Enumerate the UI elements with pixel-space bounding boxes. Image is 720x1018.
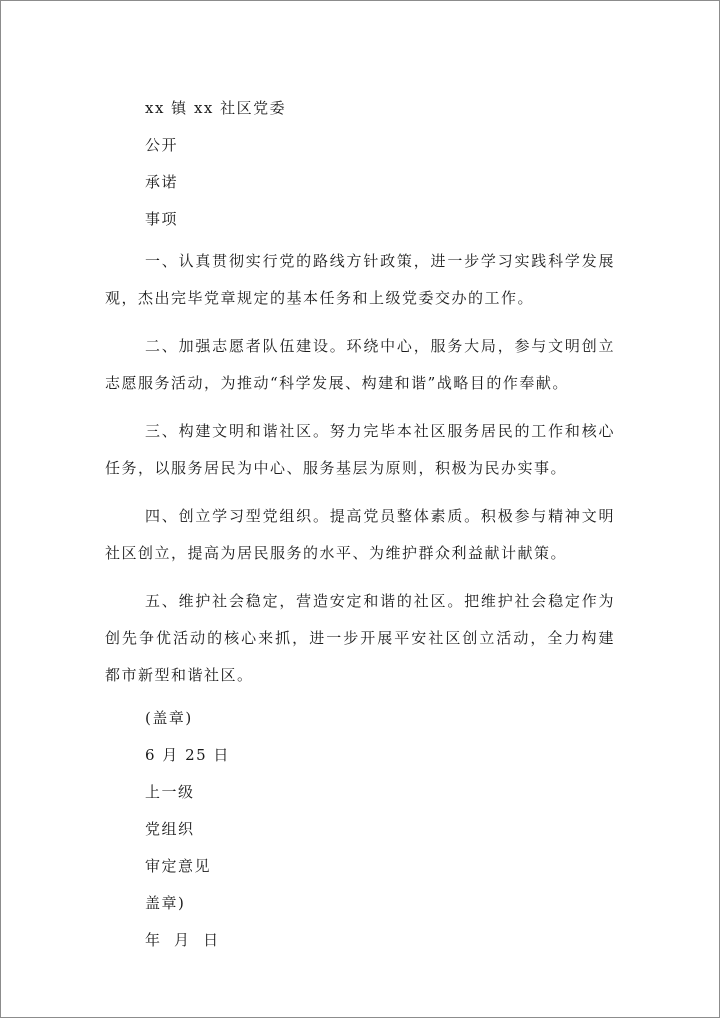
seal-label-2: 盖章) [145,894,186,912]
sign-date: 6 月 25 日 [145,746,230,764]
commitment-item-2: 二、加强志愿者队伍建设。环绕中心，服务大局，参与文明创立志愿服务活动，为推动“科学发展、构建和谐”战略目的作奉献。 [105,337,615,392]
superior-label-2: 党组织 [145,820,195,838]
seal-label: (盖章) [145,709,193,727]
document-body [105,95,615,964]
heading-commitment: 承诺 [145,173,179,191]
review-label: 审定意见 [145,857,212,875]
commitment-item-3: 三、构建文明和谐社区。努力完毕本社区服务居民的工作和核心任务，以服务居民为中心、服务基层为原则，积极为民办实事。 [105,422,615,477]
commitment-item-1: 一、认真贯彻实行党的路线方针政策，进一步学习实践科学发展观，杰出完毕党章规定的基本任务和上级党委交办的工作。 [105,252,615,307]
commitment-item-4: 四、创立学习型党组织。提高党员整体素质。积极参与精神文明社区创立，提高为居民服务的水平、为维护群众利益献计献策。 [105,507,615,562]
org-name: xx 镇 xx 社区党委 [145,99,287,117]
heading-public: 公开 [145,136,179,154]
blank-date: 年 月 日 [145,931,220,949]
heading-items: 事项 [145,210,179,228]
superior-label-1: 上一级 [145,783,195,801]
commitment-item-5: 五、维护社会稳定，营造安定和谐的社区。把维护社会稳定作为创先争优活动的核心来抓，进一步开展平安社区创立活动，全力构建都市新型和谐社区。 [105,592,615,684]
